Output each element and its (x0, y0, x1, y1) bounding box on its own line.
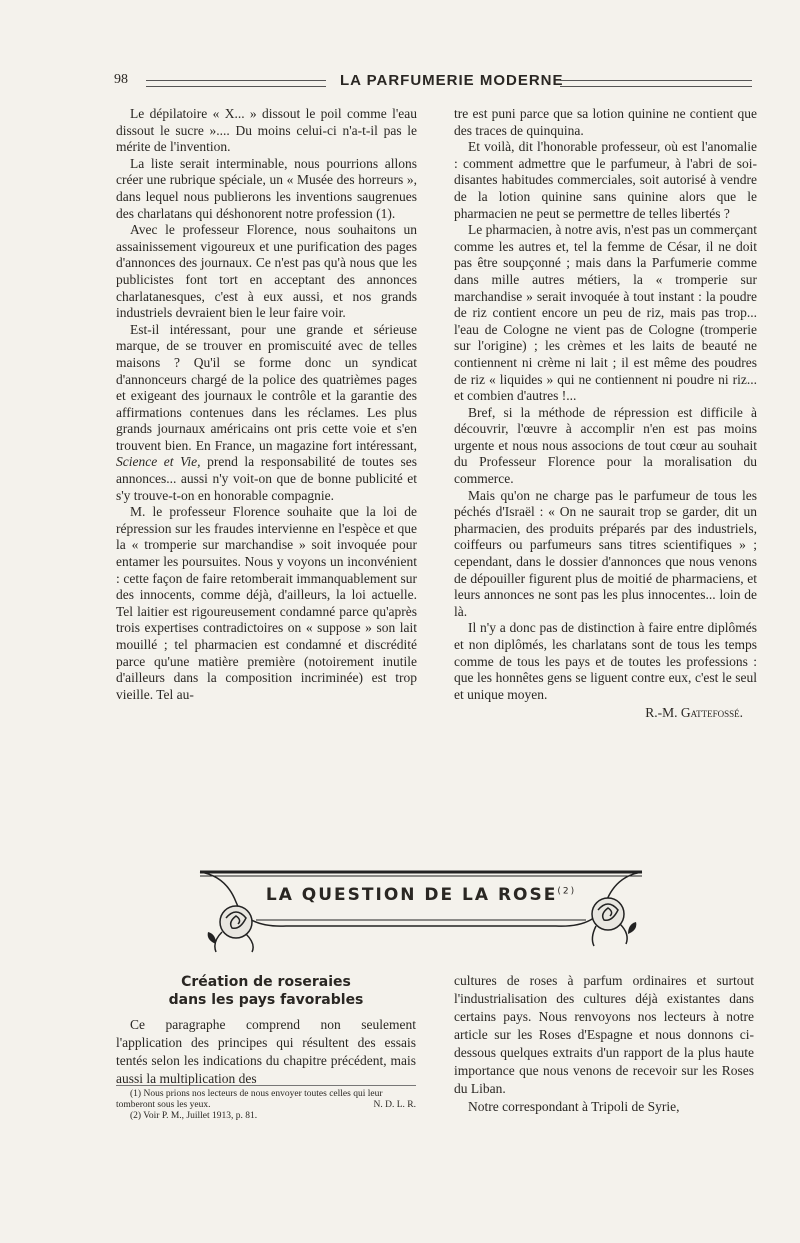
paragraph: Notre correspondant à Tripoli de Syrie, (468, 1099, 680, 1114)
header-rule-right (560, 80, 752, 87)
rose-left-icon (208, 906, 253, 952)
footnote-1 (116, 1089, 416, 1111)
paragraph: Et voilà, dit l'honorable professeur, où est l'anomalie : comment admettre que le parfumeur, à l'abri de soi-disantes habitudes commerciales, soit autorisé à vendre de la lotion quinine sans quinine alors que le pharmacien ne peut se permettre de telles libertés ? (454, 139, 757, 221)
paragraph: Le dépilatoire « X... » dissout le poil comme l'eau dissout le sucre ».... Du moins celui-ci n'a-t-il pas le mérite de l'invention. (116, 106, 417, 155)
author-signature: R.-M. Gattefossé. (645, 705, 743, 721)
paragraph (116, 322, 417, 505)
paragraph: cultures de roses à parfum ordinaires et surtout l'industrialisation des cultures déjà existantes dans certains pays. Nous renvoyons nos lecteurs à notre article sur les Roses d'Espagne et nous donnons ci-dessous quelques extraits d'un rapport de la plus haute importance que nous venons de recevoir sur les Roses du Liban. (454, 973, 754, 1096)
paragraph: tre est puni parce que sa lotion quinine ne contient que des traces de quinquina. (454, 106, 757, 138)
text-run: prend la responsabilité de toutes ses annonces... aussi n'y voit-on que de bonne publicité et s'y trouve-t-on en honorable compagnie. (116, 454, 418, 503)
page-number: 98 (114, 72, 128, 87)
magazine-title: Science et Vie, (116, 454, 201, 470)
header-rule-left (146, 80, 326, 87)
footnote-ref: (2) (557, 886, 577, 897)
column-left-top (116, 106, 417, 703)
sub-heading (116, 973, 416, 1009)
section-title (196, 885, 646, 905)
paragraph: Il n'y a donc pas de distinction à faire entre diplômés et non diplômés, les charlatans sont de tous les temps comme de tous les pays et de toutes les professions : que les honnêtes gens se liguent contre eux, c'est le seul et unique moyen. (454, 620, 757, 702)
paragraph: Avec le professeur Florence, nous souhaitons un assainissement vigoureux et une purification des pages d'annonces des journaux. Ce n'est pas qu'à nous que les publicistes font tort en acceptant des annonces charlatanesques, c'est à eux aussi, et nos grands industriels devraient bien le leur faire voir. (116, 222, 417, 321)
footnotes (116, 1085, 416, 1122)
column-right-bottom (454, 972, 754, 1116)
section-title-text: LA QUESTION DE LA ROSE (265, 885, 558, 905)
paragraph: Le pharmacien, à notre avis, n'est pas un commerçant comme les autres et, tel la femme de César, il ne doit pas être soupçonné ; mais dans la Parfumerie comme dans mille autres métiers, la « tromperie sur marchandise » serait invoquée à tout instant : la poudre de riz contient encore un peu de riz, mais pas trop... l'eau de Cologne ne vient pas de Cologne (tromperie sur l'origine) ; les crèmes et les laits de beauté ne contiennent ni crème ni lait ; il est même des poudres de riz « liquides » qui ne contiennent ni poudre ni riz... et combien d'autres !... (454, 222, 757, 404)
footnote-2: (2) Voir P. M., Juillet 1913, p. 81. (130, 1111, 258, 1121)
banner-ornament (196, 862, 646, 957)
column-right-top (454, 106, 757, 722)
paragraph: La liste serait interminable, nous pourrions allons créer une rubrique spéciale, un « Musée des horreurs », dans lequel nous publierons les inventions saugrenues des charlatans qui déshonorent notre profession (1). (116, 155, 417, 221)
footnote-sign: N. D. L. R. (373, 1100, 416, 1110)
paragraph: Bref, si la méthode de répression est difficile à découvrir, l'œuvre à accomplir n'en est pas moins urgente et nous nous associons de tout cœur au souhait du Professeur Florence pour la moralisation du commerce. (454, 404, 757, 487)
running-title: LA PARFUMERIE MODERNE (340, 72, 564, 89)
footnote-text: (1) Nous prions nos lecteurs de nous envoyer toutes celles qui leur tomberont sous les yeux. (116, 1089, 383, 1110)
text-run: Est-il intéressant, pour une grande et sérieuse marque, de se trouver en promiscuité avec de telles maisons ? Qu'il se forme donc un syndicat d'annonceurs chargé de la police des quatrièmes pages et exigeant des journaux le contrôle et la garantie des affirmations contenues dans les réclames. Les plus grands journaux américains ont pris cette voie et s'en trouvent bien. En France, un magazine fort intéressant, (116, 321, 417, 453)
column-left-bottom (116, 1016, 416, 1088)
sub-heading-line: dans les pays favorables (168, 992, 364, 1008)
page-header (112, 72, 752, 94)
sub-heading-line: Création de roseraies (181, 974, 351, 990)
paragraph: Mais qu'on ne charge pas le parfumeur de tous les péchés d'Israël : « On ne saurait trop se garder, dit un pharmacien, des produits préparés par des industriels, coiffeurs ou parfumeurs sans titres scientifiques » ; cependant, dans le dossier d'annonces que nous venons de dépouiller figurent plus de moitié de pharmaciens, et leurs annonces ne sont pas les plus innocentes... loin de là. (454, 487, 757, 619)
rose-right-icon (592, 898, 636, 946)
section-banner (196, 862, 646, 957)
paragraph: Ce paragraphe comprend non seulement l'application des principes qui résultent des essais tentés selon les indications du chapitre précédent, mais aussi la multiplication des (116, 1017, 416, 1086)
paragraph: M. le professeur Florence souhaite que la loi de répression sur les fraudes intervienne en l'espèce et que la « tromperie sur marchandise » soit invoquée pour entamer les poursuites. Nous y voyons un inconvénient : cette façon de faire retomberait immanquablement sur des innocents, comme déjà, d'ailleurs, la loi actuelle. Tel laitier est rigoureusement condamné parce qu'après trois expertises contradictoires on « suppose » son lait mouillé ; tel pharmacien est condamné et discrédité parce qu'une matière première (notoirement inutile d'ailleurs dans la composition incriminée) est trop vieille. Tel au- (116, 504, 417, 702)
